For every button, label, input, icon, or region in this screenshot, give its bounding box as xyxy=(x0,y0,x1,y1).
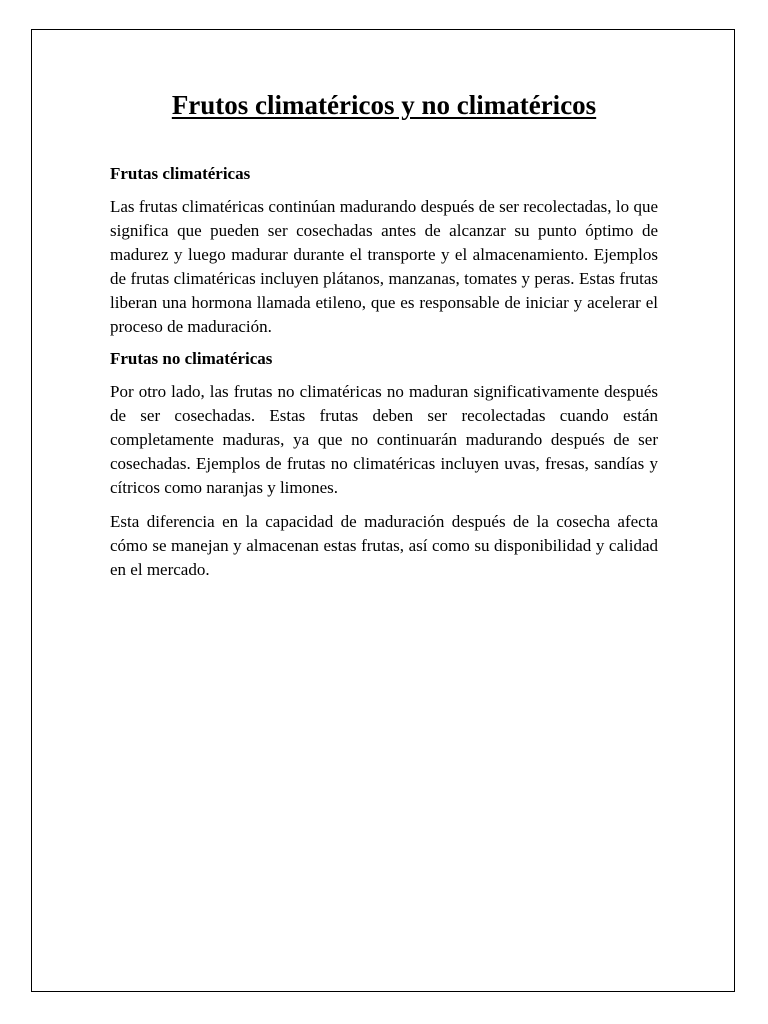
section-heading-no-climatericas: Frutas no climatéricas xyxy=(110,349,273,368)
paragraph-no-climatericas: Por otro lado, las frutas no climatéricas no maduran significativamente después de ser cosechadas. Estas frutas deben ser recolectadas cuando están completamente maduras, ya que no continuarán madurando después de ser cosechadas. Ejemplos de frutas no climatéricas incluyen uvas, fresas, sandías y cítricos como naranjas y limones. xyxy=(110,382,658,497)
page-frame xyxy=(31,29,735,992)
section-heading-climatericas: Frutas climatéricas xyxy=(110,164,251,183)
document-title: Frutos climatéricos y no climatéricos xyxy=(171,90,597,120)
paragraph-climatericas: Las frutas climatéricas continúan madurando después de ser recolectadas, lo que significa que pueden ser cosechadas antes de alcanzar su punto óptimo de madurez y luego madurar durante el transporte y el almacenamiento. Ejemplos de frutas climatéricas incluyen plátanos, manzanas, tomates y peras. Estas frutas liberan una hormona llamada etileno, que es responsable de iniciar y acelerar el proceso de maduración. xyxy=(110,197,658,336)
closing-paragraph: Esta diferencia en la capacidad de maduración después de la cosecha afecta cómo se manejan y almacenan estas frutas, así como su disponibilidad y calidad en el mercado. xyxy=(110,512,658,579)
document-body xyxy=(110,88,658,582)
